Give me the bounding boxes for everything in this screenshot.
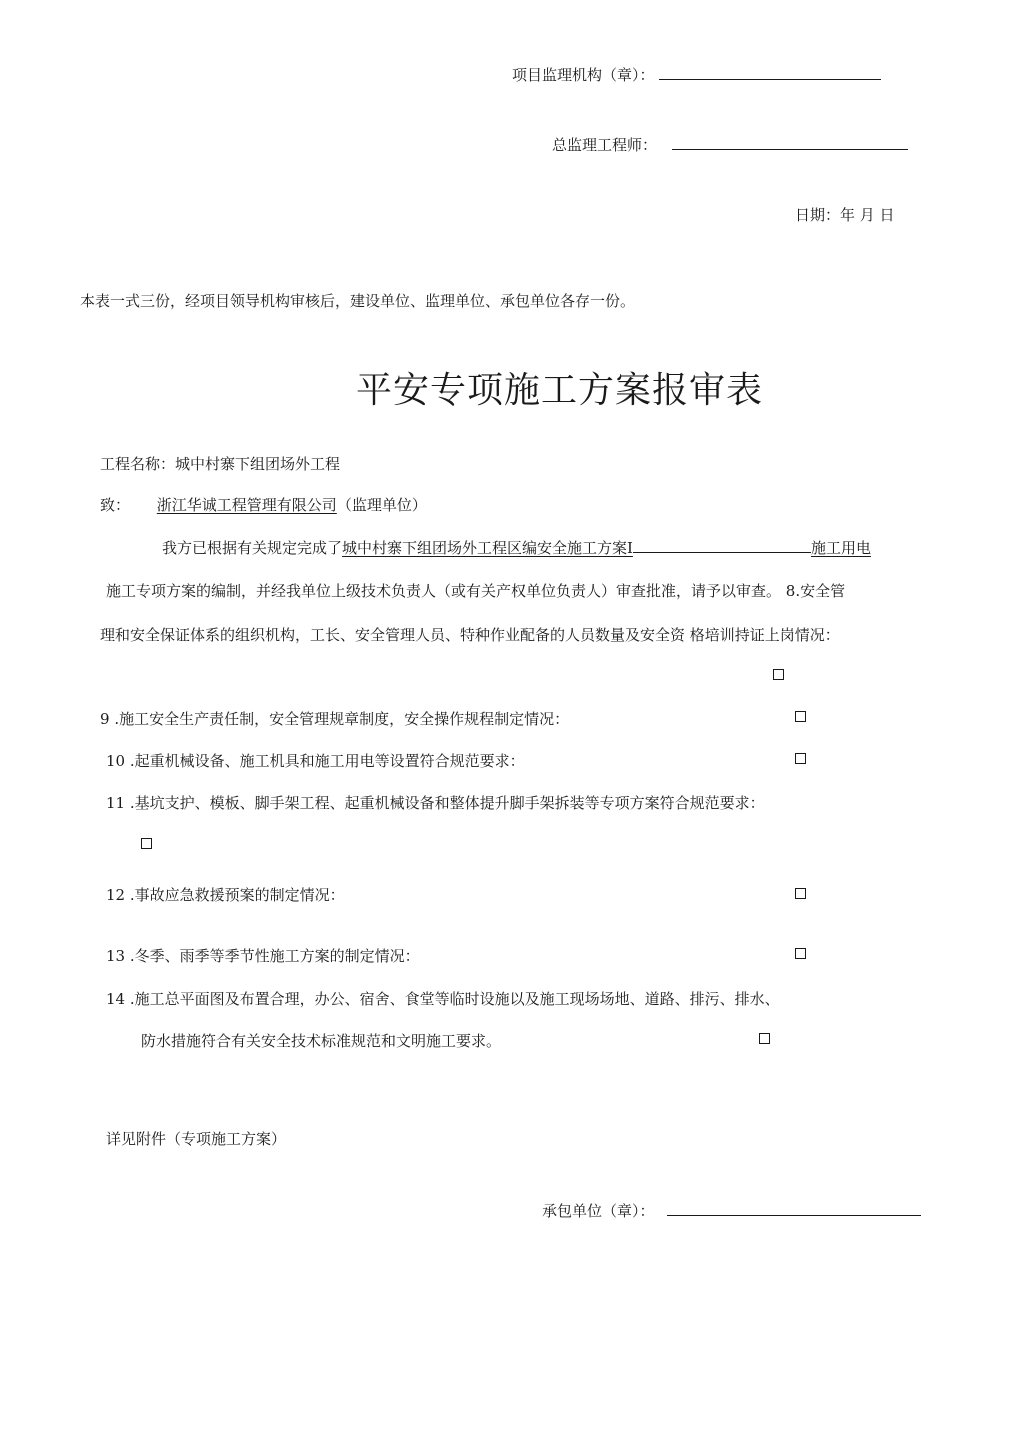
item-number: 12 bbox=[106, 886, 126, 904]
item-10-checkbox[interactable] bbox=[795, 753, 806, 764]
org-label: 项目监理机构（章）： bbox=[512, 64, 881, 85]
para-line-2: 施工专项方案的编制，并经我单位上级技术负责人（或有关产权单位负责人）审查批准，请予以审查。 8.安全管 bbox=[106, 582, 846, 600]
form-title: 平安专项施工方案报审表 bbox=[356, 370, 764, 411]
item-12-checkbox[interactable] bbox=[795, 888, 806, 899]
item-11-checkbox[interactable] bbox=[141, 838, 152, 849]
engineer-signature-line bbox=[672, 135, 908, 150]
para-line-1: 我方已根据有关规定完成了城中村寨下组团场外工程区编安全施工方案I 施工用电 bbox=[162, 539, 871, 557]
item-number: 11 bbox=[106, 794, 126, 812]
item-14-line-2: 防水措施符合有关安全技术标准规范和文明施工要求。 bbox=[141, 1032, 502, 1050]
item-number: 14 bbox=[106, 990, 126, 1008]
item-text: .基坑支护、模板、脚手架工程、起重机械设备和整体提升脚手架拆装等专项方案符合规范要求： bbox=[129, 794, 765, 812]
item-number: 9 bbox=[100, 710, 110, 728]
item-text: .起重机械设备、施工机具和施工用电等设置符合规范要求： bbox=[129, 752, 525, 770]
item-text: .事故应急救援预案的制定情况： bbox=[129, 886, 345, 904]
engineer-label: 总监理工程师： bbox=[552, 134, 908, 155]
para-type: 施工用电 bbox=[810, 539, 871, 557]
contractor-signature-line bbox=[667, 1201, 921, 1216]
para-project: 城中村寨下组团场外工程区编安全施工方案I bbox=[342, 539, 633, 557]
to-line bbox=[100, 494, 427, 515]
para-line-3: 理和安全保证体系的组织机构，工长、安全管理人员、特种作业配备的人员数量及安全资 格培训持证上岗情况： bbox=[100, 626, 840, 644]
item-9-checkbox[interactable] bbox=[795, 711, 806, 722]
item-11 bbox=[106, 792, 765, 813]
item-10 bbox=[106, 750, 525, 771]
item-number: 10 bbox=[106, 752, 126, 770]
project-name: 工程名称：城中村寨下组团场外工程 bbox=[100, 455, 341, 473]
item-text: .施工安全生产责任制，安全管理规章制度，安全操作规程制定情况： bbox=[114, 710, 570, 728]
item-text: .施工总平面图及布置合理，办公、宿舍、食堂等临时设施以及施工现场场地、道路、排污、排水、 bbox=[129, 990, 780, 1008]
to-company: 浙江华诚工程管理有限公司 bbox=[156, 496, 337, 514]
date-label: 日期：年 月 日 bbox=[795, 206, 895, 224]
item-9 bbox=[100, 708, 569, 729]
contractor-label: 承包单位（章）： bbox=[542, 1200, 921, 1221]
item-12 bbox=[106, 884, 345, 905]
item-14 bbox=[106, 988, 780, 1009]
item-8-checkbox[interactable] bbox=[773, 669, 784, 680]
item-text: .冬季、雨季等季节性施工方案的制定情况： bbox=[129, 947, 420, 965]
item-14-checkbox[interactable] bbox=[759, 1033, 770, 1044]
item-13-checkbox[interactable] bbox=[795, 948, 806, 959]
to-label: 致： bbox=[100, 496, 131, 514]
attachment-note: 详见附件（专项施工方案） bbox=[106, 1130, 287, 1148]
to-suffix: （监理单位） bbox=[336, 496, 427, 514]
para-blank-line bbox=[633, 538, 811, 553]
org-signature-line bbox=[659, 65, 881, 80]
item-13 bbox=[106, 945, 420, 966]
copies-note: 本表一式三份，经项目领导机构审核后，建设单位、监理单位、承包单位各存一份。 bbox=[80, 292, 636, 310]
item-number: 13 bbox=[106, 947, 126, 965]
